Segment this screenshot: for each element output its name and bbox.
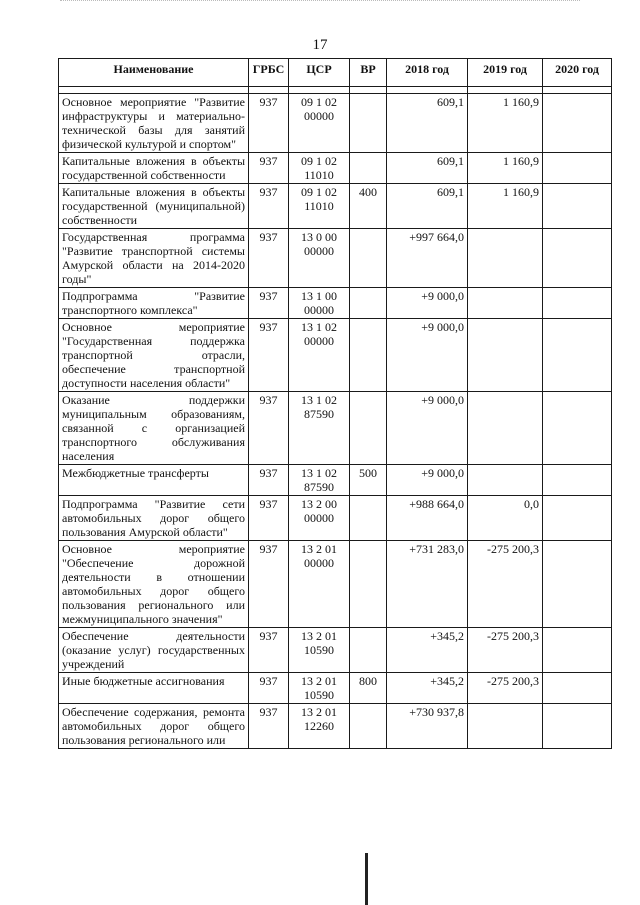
cell-vr: 400 xyxy=(350,184,387,229)
table-row xyxy=(59,541,612,628)
cell-name: Государственная программа "Развитие транспортной системы Амурской области на 2014-2020 годы" xyxy=(59,229,249,288)
cell-vr xyxy=(350,153,387,184)
header-2018: 2018 год xyxy=(387,59,468,87)
cell-2019 xyxy=(468,465,543,496)
cell-2020 xyxy=(543,465,612,496)
cell-2019: -275 200,3 xyxy=(468,673,543,704)
table-row xyxy=(59,153,612,184)
cell-2019: 1 160,9 xyxy=(468,153,543,184)
cell-csr: 09 1 02 00000 xyxy=(289,94,350,153)
cell-2018: +988 664,0 xyxy=(387,496,468,541)
cell-2019 xyxy=(468,704,543,749)
table-row xyxy=(59,319,612,392)
header-2020: 2020 год xyxy=(543,59,612,87)
cell-2020 xyxy=(543,392,612,465)
cell-name: Обеспечение деятельности (оказание услуг) государственных учреждений xyxy=(59,628,249,673)
binding-mark xyxy=(365,853,368,905)
cell-name: Обеспечение содержания, ремонта автомобильных дорог общего пользования регионального или xyxy=(59,704,249,749)
header-2019: 2019 год xyxy=(468,59,543,87)
cell-grbs: 937 xyxy=(249,184,289,229)
cell-2018: +731 283,0 xyxy=(387,541,468,628)
cell-vr xyxy=(350,496,387,541)
cell-2018: +730 937,8 xyxy=(387,704,468,749)
cell-2018: +9 000,0 xyxy=(387,288,468,319)
cell-grbs: 937 xyxy=(249,153,289,184)
cell-2020 xyxy=(543,541,612,628)
cell-name: Основное мероприятие "Государственная поддержка транспортной отрасли, обеспечение транспортной доступности населения области" xyxy=(59,319,249,392)
cell-grbs: 937 xyxy=(249,319,289,392)
cell-2018: +345,2 xyxy=(387,628,468,673)
cell-grbs: 937 xyxy=(249,628,289,673)
cell-name: Межбюджетные трансферты xyxy=(59,465,249,496)
page-number: 17 xyxy=(312,37,328,53)
cell-2018: +345,2 xyxy=(387,673,468,704)
cell-2020 xyxy=(543,229,612,288)
cell-vr: 800 xyxy=(350,673,387,704)
cell-csr: 13 1 00 00000 xyxy=(289,288,350,319)
budget-table xyxy=(58,58,612,749)
cell-2019: -275 200,3 xyxy=(468,628,543,673)
header-csr: ЦСР xyxy=(289,59,350,87)
page-top-edge xyxy=(60,0,580,2)
cell-2020 xyxy=(543,319,612,392)
cell-grbs: 937 xyxy=(249,288,289,319)
table-row xyxy=(59,628,612,673)
cell-2018: +997 664,0 xyxy=(387,229,468,288)
cell-name: Подпрограмма "Развитие транспортного комплекса" xyxy=(59,288,249,319)
cell-csr: 13 1 02 87590 xyxy=(289,465,350,496)
header-grbs: ГРБС xyxy=(249,59,289,87)
header-name: Наименование xyxy=(59,59,249,87)
cell-2019: 1 160,9 xyxy=(468,94,543,153)
cell-csr: 13 2 00 00000 xyxy=(289,496,350,541)
cell-2020 xyxy=(543,94,612,153)
cell-2020 xyxy=(543,288,612,319)
cell-2018: +9 000,0 xyxy=(387,392,468,465)
cell-vr xyxy=(350,319,387,392)
cell-grbs: 937 xyxy=(249,496,289,541)
cell-csr: 13 1 02 00000 xyxy=(289,319,350,392)
table-row xyxy=(59,288,612,319)
cell-2018: 609,1 xyxy=(387,184,468,229)
cell-2019 xyxy=(468,288,543,319)
cell-csr: 13 2 01 12260 xyxy=(289,704,350,749)
cell-csr: 09 1 02 11010 xyxy=(289,153,350,184)
cell-vr xyxy=(350,392,387,465)
cell-2018: +9 000,0 xyxy=(387,319,468,392)
cell-csr: 13 1 02 87590 xyxy=(289,392,350,465)
cell-2020 xyxy=(543,704,612,749)
cell-2019 xyxy=(468,392,543,465)
table-row xyxy=(59,465,612,496)
cell-grbs: 937 xyxy=(249,94,289,153)
table-header-row xyxy=(59,59,612,87)
cell-2018: 609,1 xyxy=(387,153,468,184)
cell-grbs: 937 xyxy=(249,673,289,704)
cell-name: Основное мероприятие "Обеспечение дорожной деятельности в отношении автомобильных дорог общего пользования регионального или межмуниципального значения" xyxy=(59,541,249,628)
cell-vr: 500 xyxy=(350,465,387,496)
cell-name: Иные бюджетные ассигнования xyxy=(59,673,249,704)
cell-2020 xyxy=(543,496,612,541)
cell-grbs: 937 xyxy=(249,704,289,749)
header-vr: ВР xyxy=(350,59,387,87)
cell-csr: 09 1 02 11010 xyxy=(289,184,350,229)
cell-2019: -275 200,3 xyxy=(468,541,543,628)
table-row xyxy=(59,184,612,229)
cell-name: Оказание поддержки муниципальным образованиям, связанной с организацией транспортного обслуживания населения xyxy=(59,392,249,465)
cell-2020 xyxy=(543,628,612,673)
cell-2020 xyxy=(543,184,612,229)
cell-vr xyxy=(350,288,387,319)
cell-grbs: 937 xyxy=(249,465,289,496)
cell-2019: 1 160,9 xyxy=(468,184,543,229)
cell-2018: 609,1 xyxy=(387,94,468,153)
cell-name: Капитальные вложения в объекты государственной собственности xyxy=(59,153,249,184)
cell-vr xyxy=(350,541,387,628)
cell-grbs: 937 xyxy=(249,229,289,288)
cell-grbs: 937 xyxy=(249,541,289,628)
cell-2020 xyxy=(543,153,612,184)
table-row xyxy=(59,229,612,288)
cell-vr xyxy=(350,94,387,153)
cell-name: Капитальные вложения в объекты государственной (муниципальной) собственности xyxy=(59,184,249,229)
table-row xyxy=(59,704,612,749)
cell-csr: 13 2 01 10590 xyxy=(289,673,350,704)
cell-csr: 13 2 01 00000 xyxy=(289,541,350,628)
cell-2018: +9 000,0 xyxy=(387,465,468,496)
table-row xyxy=(59,94,612,153)
cell-csr: 13 0 00 00000 xyxy=(289,229,350,288)
cell-2019 xyxy=(468,319,543,392)
header-gap-row xyxy=(59,87,612,94)
table-row xyxy=(59,496,612,541)
cell-name: Подпрограмма "Развитие сети автомобильных дорог общего пользования Амурской области" xyxy=(59,496,249,541)
cell-vr xyxy=(350,229,387,288)
cell-grbs: 937 xyxy=(249,392,289,465)
table-row xyxy=(59,392,612,465)
cell-2019 xyxy=(468,229,543,288)
cell-vr xyxy=(350,628,387,673)
table-row xyxy=(59,673,612,704)
cell-name: Основное мероприятие "Развитие инфраструктуры и материально-технической базы для занятий физической культурой и спортом" xyxy=(59,94,249,153)
cell-csr: 13 2 01 10590 xyxy=(289,628,350,673)
cell-2019: 0,0 xyxy=(468,496,543,541)
cell-2020 xyxy=(543,673,612,704)
cell-vr xyxy=(350,704,387,749)
